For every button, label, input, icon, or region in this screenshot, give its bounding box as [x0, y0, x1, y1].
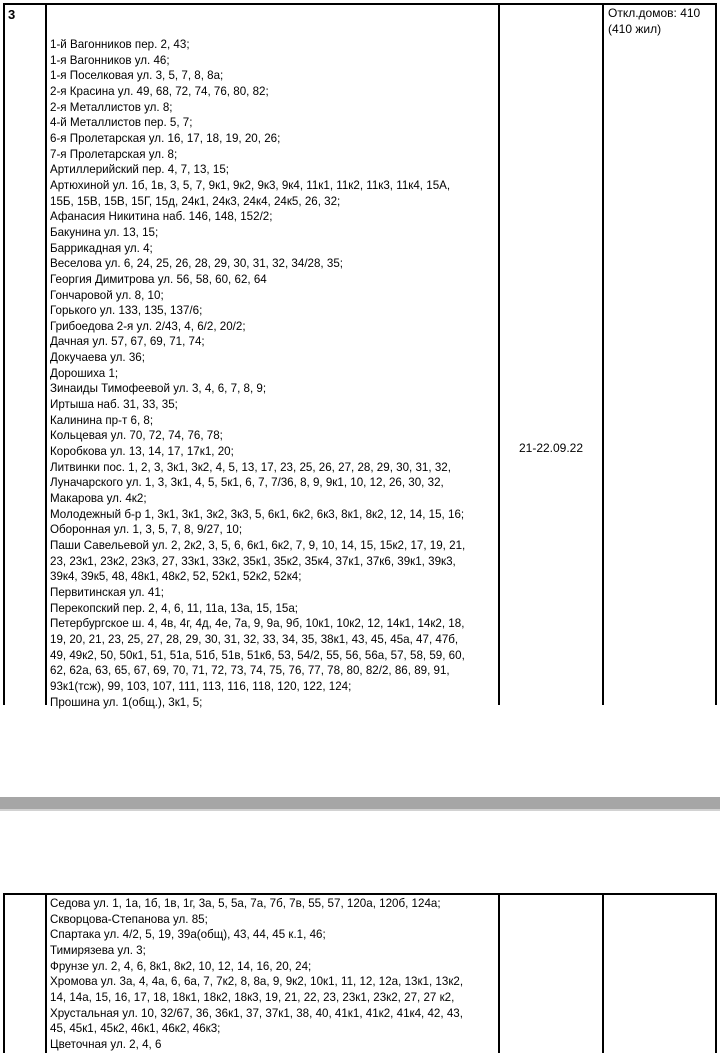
address-line: Паши Савельевой ул. 2, 2к2, 3, 5, 6, 6к1, 6к2, 7, 9, 10, 14, 15, 15к2, 17, 19, 21,: [50, 539, 466, 552]
address-line: Прошина ул. 1(общ.), 3к1, 5;: [50, 695, 203, 709]
address-line: Хромова ул. 3а, 4, 4а, 6, 6а, 7, 7к2, 8, 8а, 9, 9к2, 10к1, 11, 12, 12а, 13к1, 13к2,: [50, 975, 464, 989]
address-line: 1-я Поселковая ул. 3, 5, 7, 8, 8а;: [50, 69, 224, 83]
address-line: Артюхиной ул. 1б, 1в, 3, 5, 7, 9к1, 9к2, 9к3, 9к4, 11к1, 11к2, 11к3, 11к4, 15А,: [50, 178, 451, 192]
address-line: 4-й Металлистов пер. 5, 7;: [50, 116, 193, 130]
address-cell: [45, 3, 498, 709]
address-line: Зинаиды Тимофеевой ул. 3, 4, 6, 7, 8, 9;: [50, 382, 267, 396]
address-line: Макарова ул. 4к2;: [50, 492, 147, 506]
address-line: Перекопский пер. 2, 4, 6, 11, 11а, 13а, 15, 15а;: [50, 601, 299, 615]
address-line: Фрунзе ул. 2, 4, 6, 8к1, 8к2, 10, 12, 14, 16, 20, 24;: [50, 959, 312, 973]
address-line: Калинина пр-т 6, 8;: [50, 413, 154, 427]
row-number: 3: [8, 7, 16, 22]
address-line: Спартака ул. 4/2, 5, 19, 39а(общ), 43, 44, 45 к.1, 46;: [50, 928, 326, 942]
address-line: Скворцова-Степанова ул. 85;: [50, 912, 208, 926]
row-number-cell: [3, 893, 45, 1053]
date-cell: [498, 3, 602, 705]
address-line: Афанасия Никитина наб. 146, 148, 152/2;: [50, 210, 273, 224]
address-line: Хрустальная ул. 10, 32/67, 36, 36к1, 37, 37к1, 38, 40, 41к1, 41к2, 41к4, 42, 43,: [50, 1006, 463, 1020]
address-line: Оборонная ул. 1, 3, 5, 7, 8, 9/27, 10;: [50, 523, 243, 537]
houses-count: Откл.домов: 410: [608, 6, 701, 20]
address-line: 23, 23к1, 23к2, 23к3, 27, 33к1, 33к2, 35к1, 35к2, 35к4, 37к1, 37к6, 39к1, 39к3,: [50, 554, 456, 568]
status-cell: [602, 893, 717, 1053]
address-line: 39к4, 39к5, 48, 48к1, 48к2, 52, 52к1, 52к2, 52к4;: [50, 570, 302, 584]
address-line: Гончаровой ул. 8, 10;: [50, 288, 164, 302]
houses-disconnected: [608, 5, 700, 37]
address-line: Веселова ул. 6, 24, 25, 26, 28, 29, 30, 31, 32, 34/28, 35;: [50, 257, 343, 271]
address-line: 1-й Вагонников пер. 2, 43;: [50, 38, 190, 51]
address-line: 45, 45к1, 45к2, 46к1, 46к2, 46к3;: [50, 1022, 221, 1036]
address-line: Бакунина ул. 13, 15;: [50, 225, 159, 239]
address-line: Луначарского ул. 1, 3, 3к1, 4, 5, 5к1, 6, 7, 7/36, 8, 9, 9к1, 10, 12, 26, 30, 32,: [50, 476, 444, 490]
address-line: 7-я Пролетарская ул. 8;: [50, 147, 178, 161]
address-cell: [45, 893, 498, 1053]
address-line: Грибоедова 2-я ул. 2/43, 4, 6/2, 20/2;: [50, 319, 246, 333]
address-line: 19, 20, 21, 23, 25, 27, 28, 29, 30, 31, 32, 33, 34, 35, 38к1, 43, 45, 45а, 47, 47б,: [50, 632, 459, 646]
address-line: Иртыша наб. 31, 33, 35;: [50, 398, 178, 412]
status-cell: [602, 3, 717, 705]
page-separator-shadow: [0, 809, 720, 811]
outage-table-bottom: [3, 893, 717, 1053]
address-line: Петербургское ш. 4, 4в, 4г, 4д, 4е, 7а, 9, 9а, 9б, 10к1, 10к2, 12, 14к1, 14к2, 18,: [50, 617, 465, 631]
address-line: 93к1(тсж), 99, 103, 107, 111, 113, 116, 118, 120, 122, 124;: [50, 679, 352, 693]
address-line: Баррикадная ул. 4;: [50, 241, 153, 255]
row-number-cell: [3, 3, 45, 705]
address-line: Горького ул. 133, 135, 137/6;: [50, 304, 203, 318]
page-separator: [0, 797, 720, 809]
address-line: 62, 62а, 63, 65, 67, 69, 70, 71, 72, 73, 74, 75, 76, 77, 78, 80, 82/2, 86, 89, 91,: [50, 664, 450, 678]
outage-date: 21-22.09.22: [518, 441, 584, 455]
address-line: 15Б, 15В, 15В, 15Г, 15д, 24к1, 24к3, 24к4, 24к5, 26, 32;: [50, 194, 341, 208]
address-line: Цветочная ул. 2, 4, 6: [50, 1037, 162, 1051]
outage-table-top: [3, 3, 717, 709]
address-line: Георгия Димитрова ул. 56, 58, 60, 62, 64: [50, 272, 267, 286]
address-line: Литвинки пос. 1, 2, 3, 3к1, 3к2, 4, 5, 13, 17, 23, 25, 26, 27, 28, 29, 30, 31, 32,: [50, 460, 451, 474]
address-line: Артиллерийский пер. 4, 7, 13, 15;: [50, 163, 229, 177]
address-line: Молодежный б-р 1, 3к1, 3к1, 3к2, 3к3, 5, 6к1, 6к2, 6к3, 8к1, 8к2, 12, 14, 15, 16;: [50, 507, 465, 521]
address-list: [50, 37, 496, 710]
address-line: Тимирязева ул. 3;: [50, 943, 146, 957]
address-line: 14, 14а, 15, 16, 17, 18, 18к1, 18к2, 18к3, 19, 21, 22, 23, 23к1, 23к2, 27, 27 к2,: [50, 990, 455, 1004]
address-line: Первитинская ул. 41;: [50, 585, 164, 599]
address-line: Кольцевая ул. 70, 72, 74, 76, 78;: [50, 429, 223, 443]
address-line: Седова ул. 1, 1а, 1б, 1в, 1г, 3а, 5, 5а, 7а, 7б, 7в, 55, 57, 120а, 120б, 124а;: [50, 897, 441, 910]
residential-count: (410 жил): [608, 22, 662, 36]
address-line: Докучаева ул. 36;: [50, 351, 145, 365]
date-cell: [498, 893, 602, 1053]
address-line: 2-я Красина ул. 49, 68, 72, 74, 76, 80, 82;: [50, 84, 269, 98]
address-list: [50, 896, 496, 1053]
address-line: Коробкова ул. 13, 14, 17, 17к1, 20;: [50, 445, 234, 459]
address-line: Дорошиха 1;: [50, 366, 119, 380]
address-line: Дачная ул. 57, 67, 69, 71, 74;: [50, 335, 205, 349]
address-line: 49, 49к2, 50, 50к1, 51, 51а, 51б, 51в, 51к6, 53, 54/2, 55, 56, 56а, 57, 58, 59, 60,: [50, 648, 465, 662]
address-line: 1-я Вагонников ул. 46;: [50, 53, 170, 67]
address-line: 2-я Металлистов ул. 8;: [50, 100, 173, 114]
address-line: 6-я Пролетарская ул. 16, 17, 18, 19, 20, 26;: [50, 131, 281, 145]
